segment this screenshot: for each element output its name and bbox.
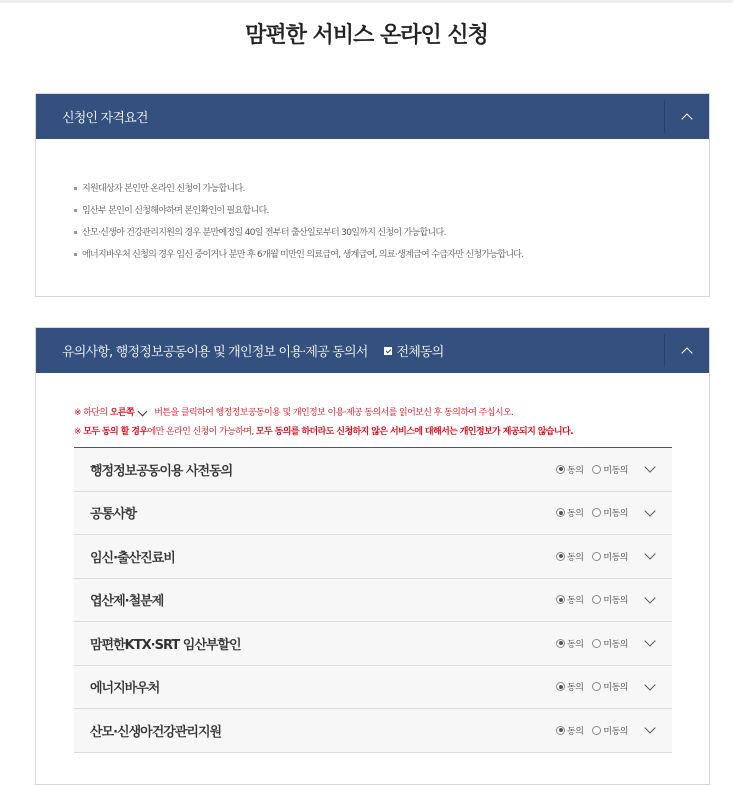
notice-text: 버튼을 클릭하여 행정정보공동이용 및 개인정보 이용·제공 동의서를 읽어보신 후 동의하여 주십시오. xyxy=(152,408,514,418)
disagree-label: 미동의 xyxy=(603,639,628,650)
disagree-radio[interactable] xyxy=(592,680,628,693)
consent-radio-group xyxy=(556,622,637,665)
notice-consent-requirement xyxy=(74,424,573,437)
notice-emphasis: 오른쪽 xyxy=(109,408,135,418)
agree-all-checkbox[interactable] xyxy=(384,341,444,360)
consent-radio-group xyxy=(556,448,637,491)
expand-term-button[interactable] xyxy=(642,666,658,709)
eligibility-item-text: 지원대상자 본인만 온라인 신청이 가능합니다. xyxy=(82,184,245,194)
expand-term-button[interactable] xyxy=(642,448,658,491)
agree-radio[interactable] xyxy=(556,680,583,693)
chevron-up-icon xyxy=(681,347,692,358)
term-row xyxy=(74,709,672,753)
consent-panel-title: 유의사항, 행정정보공동이용 및 개인정보 이용·제공 동의서 xyxy=(62,345,368,360)
eligibility-item-text: 에너지바우처 신청의 경우 임신 중이거나 분만 후 6개월 미만인 의료급여, 생계급여, 의료·생계급여 수급자만 신청가능합니다. xyxy=(82,250,524,260)
consent-collapse-button[interactable] xyxy=(665,328,709,373)
notice-text: 에만 온라인 신청이 가능하며, xyxy=(147,427,256,437)
eligibility-panel xyxy=(35,93,710,297)
expand-term-button[interactable] xyxy=(642,622,658,665)
list-item xyxy=(74,182,523,204)
eligibility-panel-header xyxy=(36,94,709,139)
term-label: 행정정보공동이용 사전동의 xyxy=(90,463,233,479)
term-row xyxy=(74,579,672,623)
agree-label: 동의 xyxy=(567,639,584,650)
square-bullet-icon xyxy=(74,209,77,212)
notice-text: ※ 하단의 xyxy=(74,408,110,418)
notice-emphasis: 모두 동의를 하더라도 신청하지 않은 서비스에 대해서는 개인정보가 제공되지 않습니다. xyxy=(255,427,573,437)
radio-unselected-icon[interactable] xyxy=(592,682,601,691)
agree-label: 동의 xyxy=(567,596,584,607)
radio-unselected-icon[interactable] xyxy=(592,508,601,517)
radio-selected-icon[interactable] xyxy=(556,595,565,604)
consent-radio-group xyxy=(556,666,637,709)
agree-radio[interactable] xyxy=(556,637,583,650)
term-label: 공통사항 xyxy=(90,507,137,523)
notice-expand-instruction xyxy=(74,405,513,418)
notice-text: ※ xyxy=(74,427,84,437)
radio-unselected-icon[interactable] xyxy=(592,465,601,474)
eligibility-panel-title: 신청인 자격요건 xyxy=(62,111,148,126)
disagree-radio[interactable] xyxy=(592,637,628,650)
chevron-up-icon xyxy=(681,113,692,124)
radio-unselected-icon[interactable] xyxy=(592,552,601,561)
eligibility-item-text: 산모·신생아 건강관리지원의 경우 분만예정일 40일 전부터 출산일로부터 30일까지 신청이 가능합니다. xyxy=(82,228,446,238)
consent-panel xyxy=(35,327,710,785)
eligibility-collapse-button[interactable] xyxy=(665,94,709,139)
agree-label: 동의 xyxy=(567,552,584,563)
checkbox-checked-icon[interactable] xyxy=(384,347,392,355)
consent-radio-group xyxy=(556,709,637,752)
consent-radio-group xyxy=(556,535,637,578)
disagree-label: 미동의 xyxy=(603,552,628,563)
agree-radio[interactable] xyxy=(556,463,583,476)
radio-unselected-icon[interactable] xyxy=(592,595,601,604)
list-item xyxy=(74,204,523,226)
consent-panel-header xyxy=(36,328,709,373)
expand-term-button[interactable] xyxy=(642,579,658,622)
consent-radio-group xyxy=(556,579,637,622)
term-label: 에너지바우처 xyxy=(90,681,160,697)
agree-all-label: 전체동의 xyxy=(396,345,444,360)
chevron-down-icon xyxy=(644,592,655,603)
term-label: 맘편한KTX·SRT 임산부할인 xyxy=(90,637,241,653)
agree-radio[interactable] xyxy=(556,506,583,519)
chevron-down-icon xyxy=(138,407,148,417)
chevron-down-icon xyxy=(644,505,655,516)
radio-selected-icon[interactable] xyxy=(556,682,565,691)
term-row xyxy=(74,448,672,492)
chevron-down-icon xyxy=(644,679,655,690)
consent-radio-group xyxy=(556,492,637,535)
chevron-down-icon xyxy=(644,549,655,560)
disagree-radio[interactable] xyxy=(592,463,628,476)
term-row xyxy=(74,535,672,579)
agree-label: 동의 xyxy=(567,683,584,694)
agree-radio[interactable] xyxy=(556,593,583,606)
expand-term-button[interactable] xyxy=(642,492,658,535)
notice-emphasis: 모두 동의 할 경우 xyxy=(83,427,148,437)
term-label: 엽산제·철분제 xyxy=(90,594,164,610)
term-row xyxy=(74,622,672,666)
square-bullet-icon xyxy=(74,231,77,234)
radio-unselected-icon[interactable] xyxy=(592,726,601,735)
term-label: 임신·출산진료비 xyxy=(90,550,175,566)
radio-selected-icon[interactable] xyxy=(556,465,565,474)
square-bullet-icon xyxy=(74,253,77,256)
radio-unselected-icon[interactable] xyxy=(592,639,601,648)
disagree-radio[interactable] xyxy=(592,506,628,519)
top-border xyxy=(0,0,733,3)
disagree-radio[interactable] xyxy=(592,724,628,737)
chevron-down-icon xyxy=(644,636,655,647)
chevron-down-icon xyxy=(644,723,655,734)
disagree-label: 미동의 xyxy=(603,726,628,737)
expand-term-button[interactable] xyxy=(642,709,658,752)
disagree-label: 미동의 xyxy=(603,509,628,520)
agree-radio[interactable] xyxy=(556,724,583,737)
agree-label: 동의 xyxy=(567,726,584,737)
list-item xyxy=(74,226,523,248)
agree-label: 동의 xyxy=(567,509,584,520)
square-bullet-icon xyxy=(74,187,77,190)
radio-selected-icon[interactable] xyxy=(556,726,565,735)
radio-selected-icon[interactable] xyxy=(556,552,565,561)
agree-radio[interactable] xyxy=(556,550,583,563)
eligibility-list xyxy=(74,182,523,270)
list-item xyxy=(74,248,523,270)
term-row xyxy=(74,666,672,710)
disagree-label: 미동의 xyxy=(603,683,628,694)
chevron-down-icon xyxy=(644,462,655,473)
page-title: 맘편한 서비스 온라인 신청 xyxy=(245,23,488,48)
disagree-label: 미동의 xyxy=(603,596,628,607)
disagree-label: 미동의 xyxy=(603,465,628,476)
eligibility-item-text: 임산부 본인이 신청해야하며 본인확인이 필요합니다. xyxy=(82,206,269,216)
disagree-radio[interactable] xyxy=(592,550,628,563)
disagree-radio[interactable] xyxy=(592,593,628,606)
expand-term-button[interactable] xyxy=(642,535,658,578)
term-label: 산모·신생아건강관리지원 xyxy=(90,724,222,740)
consent-terms-list xyxy=(74,447,672,753)
agree-label: 동의 xyxy=(567,465,584,476)
term-row xyxy=(74,492,672,536)
radio-selected-icon[interactable] xyxy=(556,508,565,517)
radio-selected-icon[interactable] xyxy=(556,639,565,648)
